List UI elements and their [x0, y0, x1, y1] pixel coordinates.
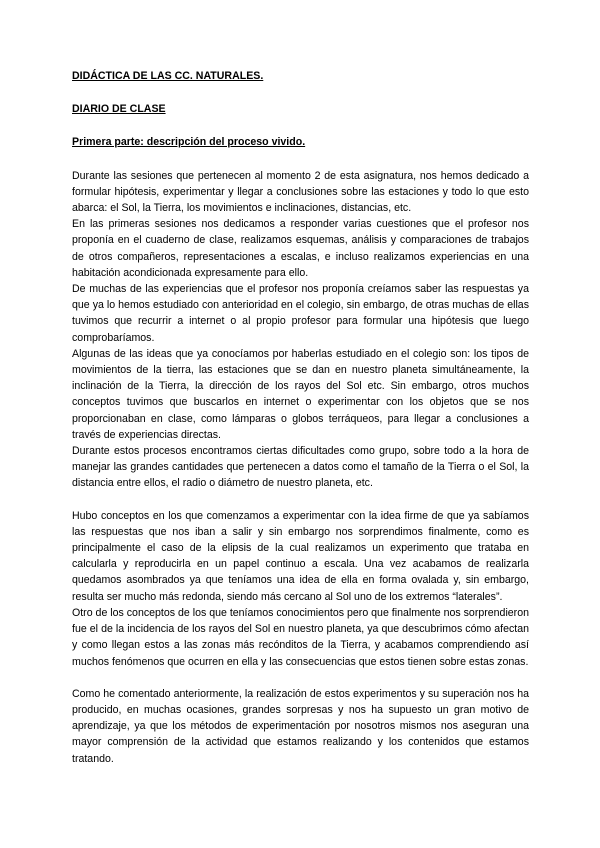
paragraph: Durante las sesiones que pertenecen al momento 2 de esta asignatura, nos hemos dedicado a formular hipótesis, experimentar y llegar a conclusiones sobre las estaciones y todo lo que esto abarca: el Sol, la Tierra, los movimientos e inclinaciones, distancias, etc.	[72, 169, 529, 215]
paragraph: De muchas de las experiencias que el profesor nos proponía creíamos saber las respuestas ya que ya lo hemos estudiado con anterioridad en el colegio, sin embargo, de otras muchas de ellas tuvimos que recurrir a internet o al propio profesor para formular una hipótesis que luego comprobaríamos.	[72, 283, 529, 344]
paragraph: Algunas de las ideas que ya conocíamos por haberlas estudiado en el colegio son: los tipos de movimientos de la tierra, las estaciones que se dan en nuestro planeta simultáneamente, la inclinación de la Tierra, la dirección de los rayos del Sol etc. Sin embargo, otros muchos conceptos tuvimos que buscarlos en internet o experimentar con los objetos que se nos proporcionaban en clase, como lámparas o globos terráqueos, para llegar a conclusiones a través de experiencias directas.	[72, 347, 529, 441]
paragraph: Hubo conceptos en los que comenzamos a experimentar con la idea firme de que ya sabíamos las respuestas que nos iban a salir y sin embargo nos sorprendimos finalmente, como es principalmente el caso de la elipsis de la cual realizamos un experimento que trataba en calcularla y reproducirla en un papel continuo a escala. Una vez acabamos de realizarla quedamos asombrados ya que teníamos una idea de ella en forma ovalada y, sin embargo, resulta ser mucho más redonda, siendo más cercano al Sol uno de los extremos “laterales”.	[72, 509, 529, 603]
paragraph: Durante estos procesos encontramos ciertas dificultades como grupo, sobre todo a la hora de manejar las grandes cantidades que pertenecen a datos como el tamaño de la Tierra o el Sol, la distancia entre ellos, el radio o diámetro de nuestro planeta, etc.	[72, 445, 529, 490]
section-title: Primera parte: descripción del proceso vivido.	[72, 136, 306, 149]
document-subtitle: DIARIO DE CLASE	[72, 103, 166, 116]
document-title: DIDÁCTICA DE LAS CC. NATURALES.	[72, 70, 264, 82]
paragraph: Como he comentado anteriormente, la realización de estos experimentos y su superación nos ha producido, en muchas ocasiones, grandes sorpresas y nos ha supuesto un gran motivo de aprendizaje, ya que los métodos de experimentación por nosotros mismos nos aseguran una mayor comprensión de la actividad que estamos realizando y los contenidos que estamos tratando.	[72, 687, 529, 765]
paragraph: Otro de los conceptos de los que teníamos conocimientos pero que finalmente nos sorprendieron fue el de la incidencia de los rayos del Sol en nuestro planeta, ya que descubrimos cómo afectan y como llegan estos a las zonas más recónditos de la Tierra, y acabamos comprendiendo así muchos fenómenos que ocurren en ella y las consecuencias que estos tienen sobre estas zonas.	[72, 606, 529, 668]
paragraph: En las primeras sesiones nos dedicamos a responder varias cuestiones que el profesor nos proponía en el cuaderno de clase, realizamos esquemas, análisis y comparaciones de trabajos de otros compañeros, representaciones a escalas, e incluso realizamos experiencias en una habitación acondicionada expresamente para ello.	[72, 218, 529, 279]
